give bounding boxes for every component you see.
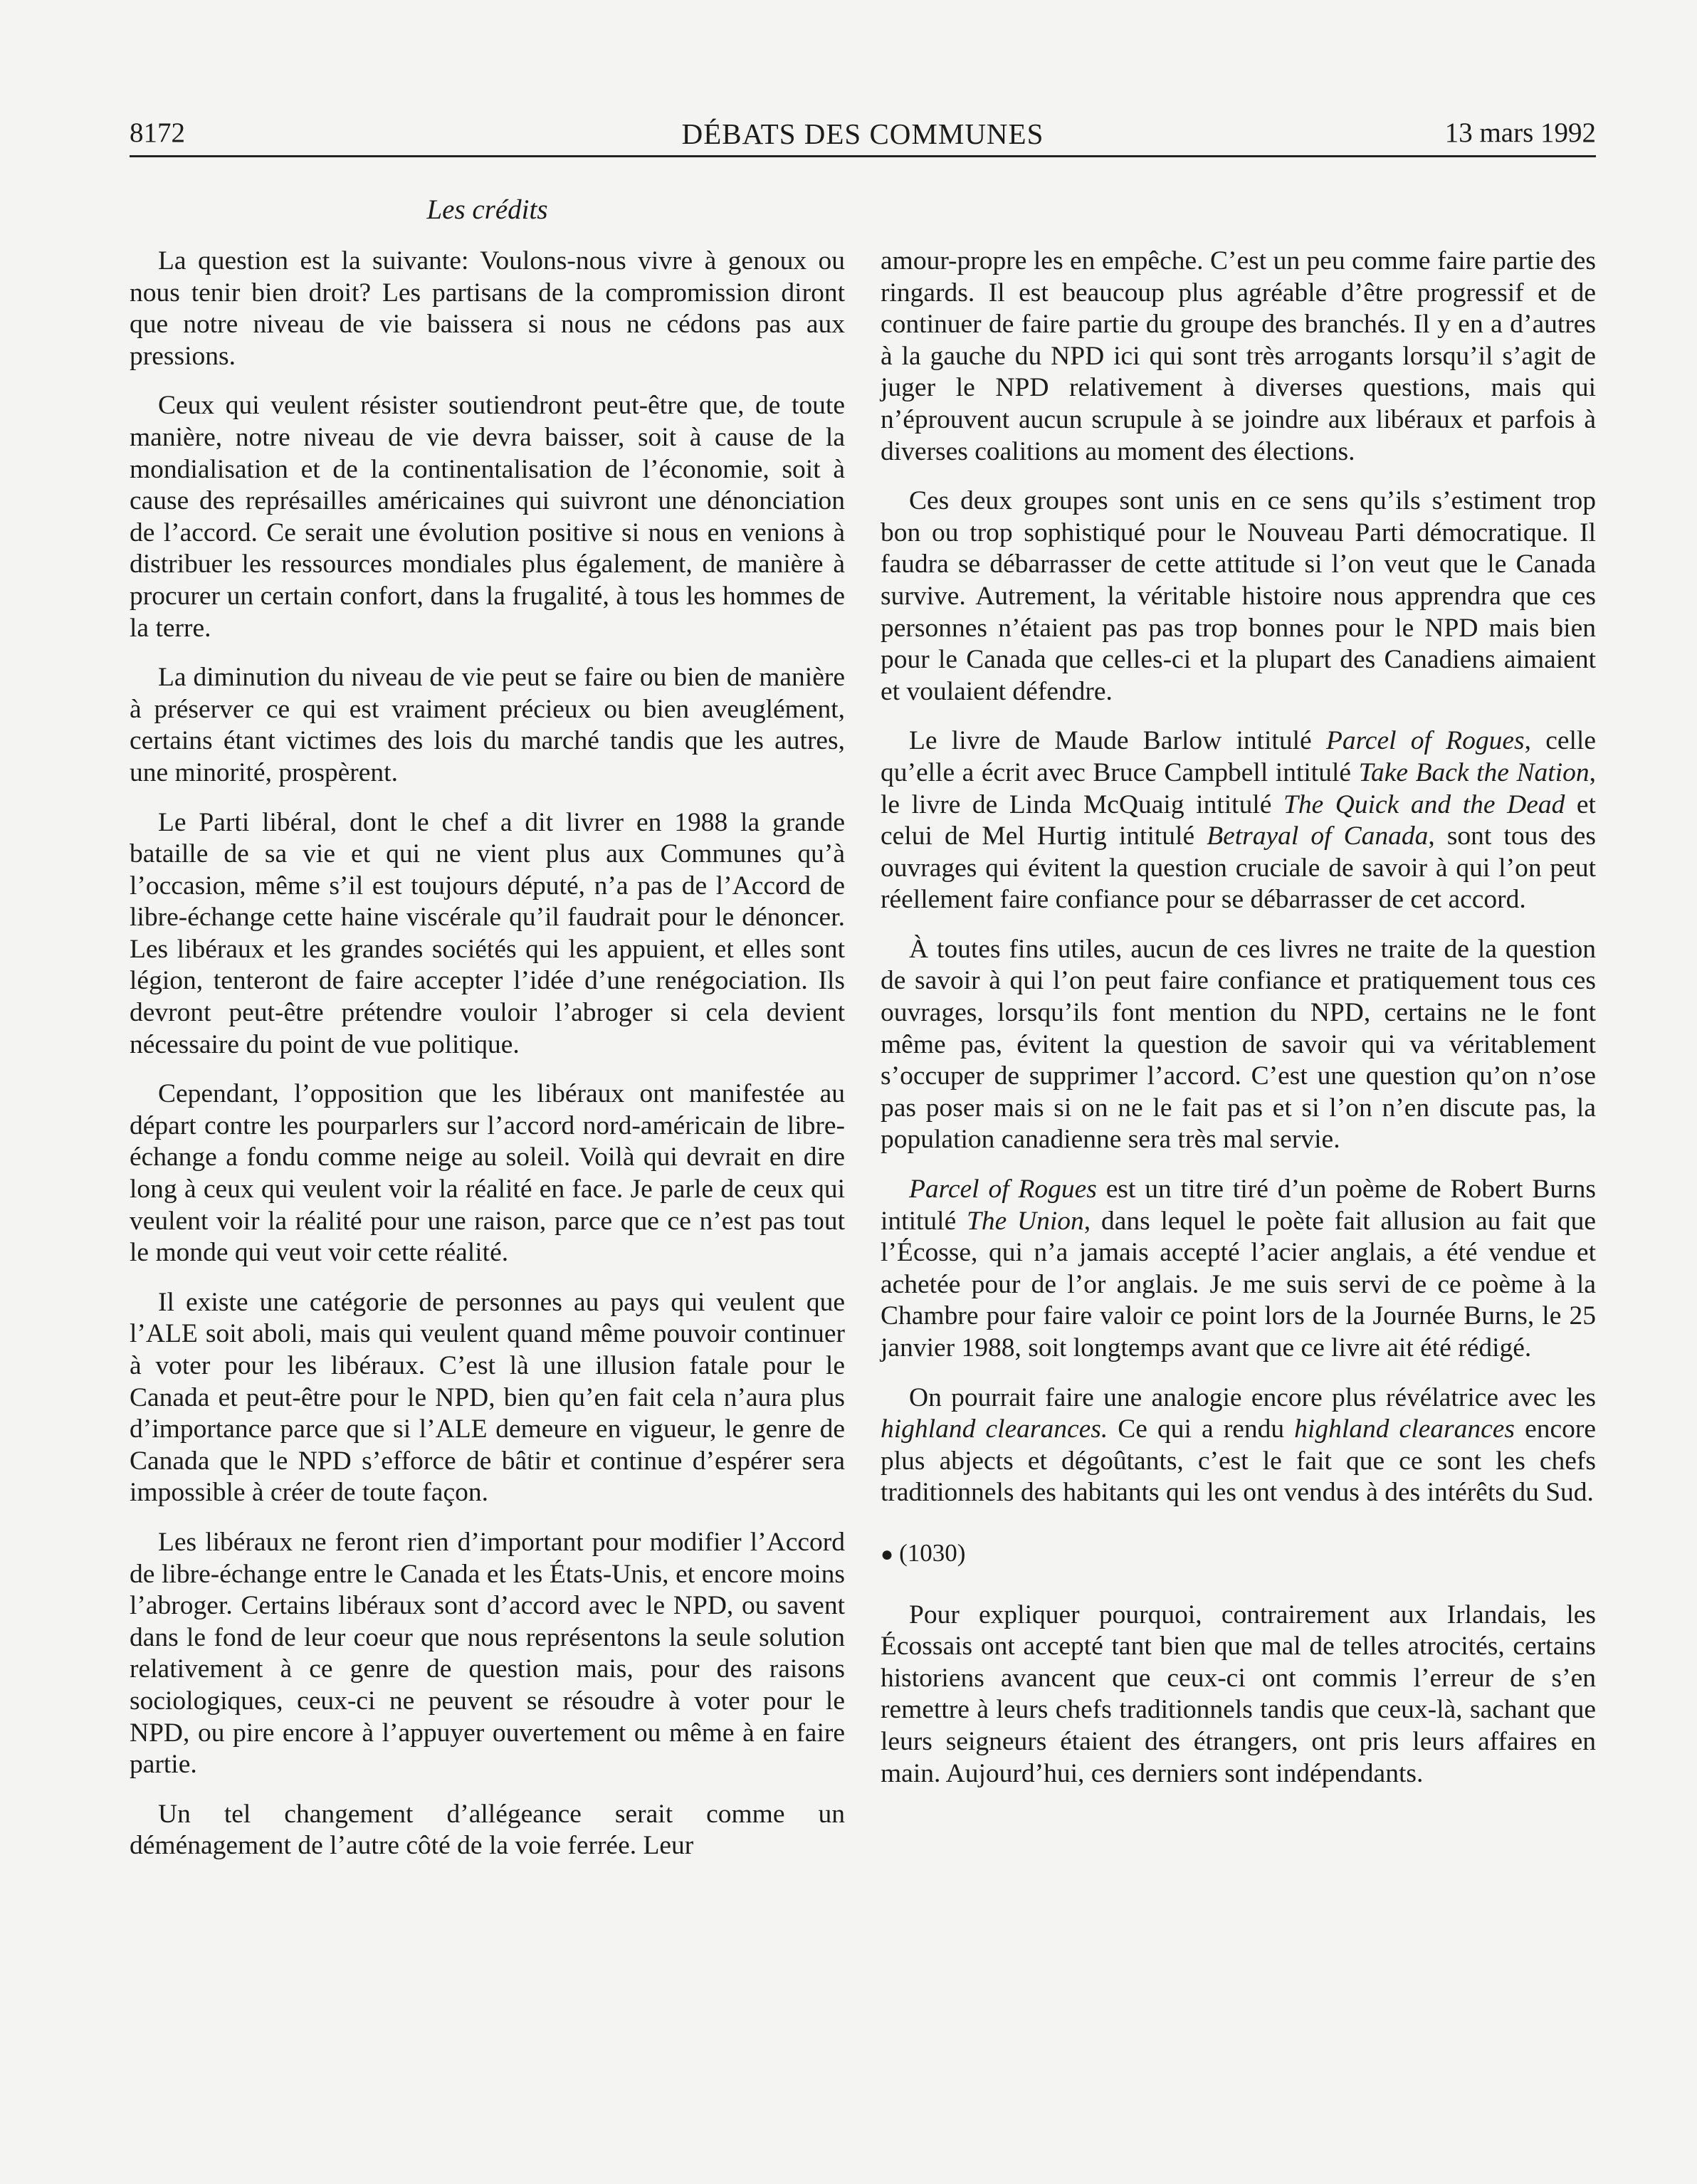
page-header (130, 112, 1596, 155)
book-title: The Quick and the Dead (1283, 789, 1565, 819)
text-run: et celui de Mel Hurtig intitulé (881, 789, 1596, 851)
book-title: Parcel of Rogues (1325, 726, 1525, 756)
paragraph: Les libéraux ne feront rien d’important pour modifier l’Accord de libre-échange entre le Canada et les États-Unis, et encore moins l’abroger. Certains libéraux sont d’accord avec le NPD, ou savent dans le fond de leur coeur que nous représentons la seule solution relativement à ce genre de question mais, pour des raisons sociologiques, ceux-ci ne peuvent se résoudre à voter pour le NPD, ou pire encore à l’appuyer ouvertement ou même à en faire partie. (130, 1527, 845, 1780)
right-column (881, 246, 1596, 1807)
italic-term: highland clearances. (881, 1414, 1108, 1444)
paragraph: amour-propre les en empêche. C’est un peu comme faire partie des ringards. Il est beaucoup plus agréable d’être progressif et de continuer de faire partie du groupe des branchés. Il y en a d’autres à la gauche du NPD ici qui sont très arrogants lorsqu’il s’agit de juger le NPD relativement à diverses questions, mais qui n’éprouvent aucun scrupule à se joindre aux libéraux et parfois à diverses coalitions au moment des élections. (881, 246, 1596, 466)
text-run: , celle qu’elle a écrit avec Bruce Campbell intitulé (881, 726, 1596, 787)
text-run: Le livre de Maude Barlow intitulé (909, 726, 1326, 756)
italic-term: highland clearances (1294, 1414, 1515, 1444)
book-title: Take Back the Nation (1358, 757, 1590, 787)
poem-title: The Union (967, 1206, 1084, 1236)
paragraph: Il existe une catégorie de personnes au pays qui veulent que l’ALE soit aboli, mais qui veulent quand même pouvoir continuer à voter pour les libéraux. C’est là une illusion fatale pour le Canada et peut-être pour le NPD, bien qu’en fait cela n’aura plus d’importance parce que si l’ALE demeure en vigueur, le genre de Canada que le NPD s’efforce de bâtir et continue d’espérer sera impossible à créer de toute façon. (130, 1287, 845, 1508)
text-run: , sont tous des ouvrages qui évitent la question cruciale de savoir à qui l’on peut réellement faire confiance pour se débarrasser de cet accord. (881, 821, 1596, 915)
text-run: , dans lequel le poète fait allusion au fait que l’Écosse, qui n’a jamais accepté l’acier anglais, a été vendue et achetée pour de l’or anglais. Je me suis servi de ce poème à la Chambre pour faire valoir ce point lors de la Journée Burns, le 25 janvier 1988, soit longtemps avant que ce livre ait été rédigé. (881, 1206, 1596, 1363)
book-title: Parcel of Rogues (909, 1175, 1097, 1204)
text-run: encore plus abjects et dégoûtants, c’est le fait que ce sont les chefs traditionnels des habitants qui les ont vendus à des intérêts du Sud. (881, 1414, 1596, 1508)
paragraph (881, 1174, 1596, 1365)
text-run: On pourrait faire une analogie encore plus révélatrice avec les (909, 1382, 1596, 1412)
paragraph: Ces deux groupes sont unis en ce sens qu’ils s’estiment trop bon ou trop sophistiqué pour le Nouveau Parti démocratique. Il faudra se débarrasser de cette attitude si l’on veut que le Canada survive. Autrement, la véritable histoire nous apprendra que ces personnes n’étaient pas pas trop bonnes pour le NPD mais bien pour le Canada que celles-ci et la plupart des Canadiens aimaient et voulaient défendre. (881, 486, 1596, 706)
time-marker-text: (1030) (899, 1538, 966, 1567)
text-run: est un titre tiré d’un poème de Robert Burns intitulé (881, 1175, 1596, 1236)
bullet-icon: ● (881, 1542, 894, 1566)
paragraph (881, 725, 1596, 916)
publication-title: DÉBATS DES COMMUNES (681, 117, 1044, 150)
text-run: Ce qui a rendu (1108, 1414, 1295, 1444)
left-column (130, 246, 845, 1880)
paragraph: La question est la suivante: Voulons-nous vivre à genoux ou nous tenir bien droit? Les partisans de la compromission diront que notre niveau de vie baissera si nous ne cédons pas aux pressions. (130, 246, 845, 371)
paragraph: Un tel changement d’allégeance serait comme un déménagement de l’autre côté de la voie ferrée. Leur (130, 1799, 845, 1861)
header-rule (130, 155, 1596, 157)
paragraph: Pour expliquer pourquoi, contrairement aux Irlandais, les Écossais ont accepté tant bien que mal de telles atrocités, certains historiens avancent que ceux-ci ont commis l’erreur de s’en remettre à leurs chefs traditionnels tandis que ceux-là, sachant que leurs seigneurs étaient des étrangers, ont pris leurs affaires en main. Aujourd’hui, ces derniers sont indépendants. (881, 1600, 1596, 1788)
section-title: Les crédits (426, 194, 548, 225)
text-run: , le livre de Linda McQuaig intitulé (881, 757, 1596, 819)
paragraph: À toutes fins utiles, aucun de ces livres ne traite de la question de savoir à qui l’on peut faire confiance et pratiquement tous ces ouvrages, lorsqu’ils font mention du NPD, certains ne le font même pas, évitent la question de savoir qui va véritablement s’occuper de supprimer l’accord. C’est une question qu’on n’ose pas poser mais si on ne le fait pas et si l’on n’en discute pas, la population canadienne sera très mal servie. (881, 934, 1596, 1155)
book-title: Betrayal of Canada (1207, 821, 1429, 851)
paragraph: Le Parti libéral, dont le chef a dit livrer en 1988 la grande bataille de sa vie et qui ne vient plus aux Communes qu’à l’occasion, même s’il est toujours député, n’a pas de l’Accord de libre-échange cette haine viscérale qu’il faudrait pour le dénoncer. Les libéraux et les grandes sociétés qui les appuient, et elles sont légion, tenteront de faire accepter l’idée d’une renégociation. Ils devront peut-être prétendre vouloir l’abroger si cela devient nécessaire du point de vue politique. (130, 807, 845, 1059)
paragraph: Ceux qui veulent résister soutiendront peut-être que, de toute manière, notre niveau de vie devra baisser, soit à cause de la mondialisation et de la continentalisation de l’économie, soit à cause des représailles américaines qui suivront une dénonciation de l’accord. Ce serait une évolution positive si nous en venions à distribuer les ressources mondiales plus également, de manière à procurer un certain confort, dans la frugalité, à tous les hommes de la terre. (130, 391, 845, 643)
time-marker (881, 1538, 1596, 1571)
page-date: 13 mars 1992 (1444, 117, 1596, 148)
paragraph: La diminution du niveau de vie peut se faire ou bien de manière à préserver ce qui est vraiment précieux ou bien aveuglément, certains étant victimes des lois du marché tandis que les autres, une minorité, prospèrent. (130, 663, 845, 787)
page-number: 8172 (130, 117, 185, 148)
paragraph: Cependant, l’opposition que les libéraux ont manifestée au départ contre les pourparlers sur l’accord nord-américain de libre-échange a fondu comme neige au soleil. Voilà qui devrait en dire long à ceux qui veulent voir la réalité en face. Je parle de ceux qui veulent voir la réalité pour une raison, parce que ce n’est pas tout le monde qui veut voir cette réalité. (130, 1079, 845, 1268)
paragraph (881, 1382, 1596, 1509)
